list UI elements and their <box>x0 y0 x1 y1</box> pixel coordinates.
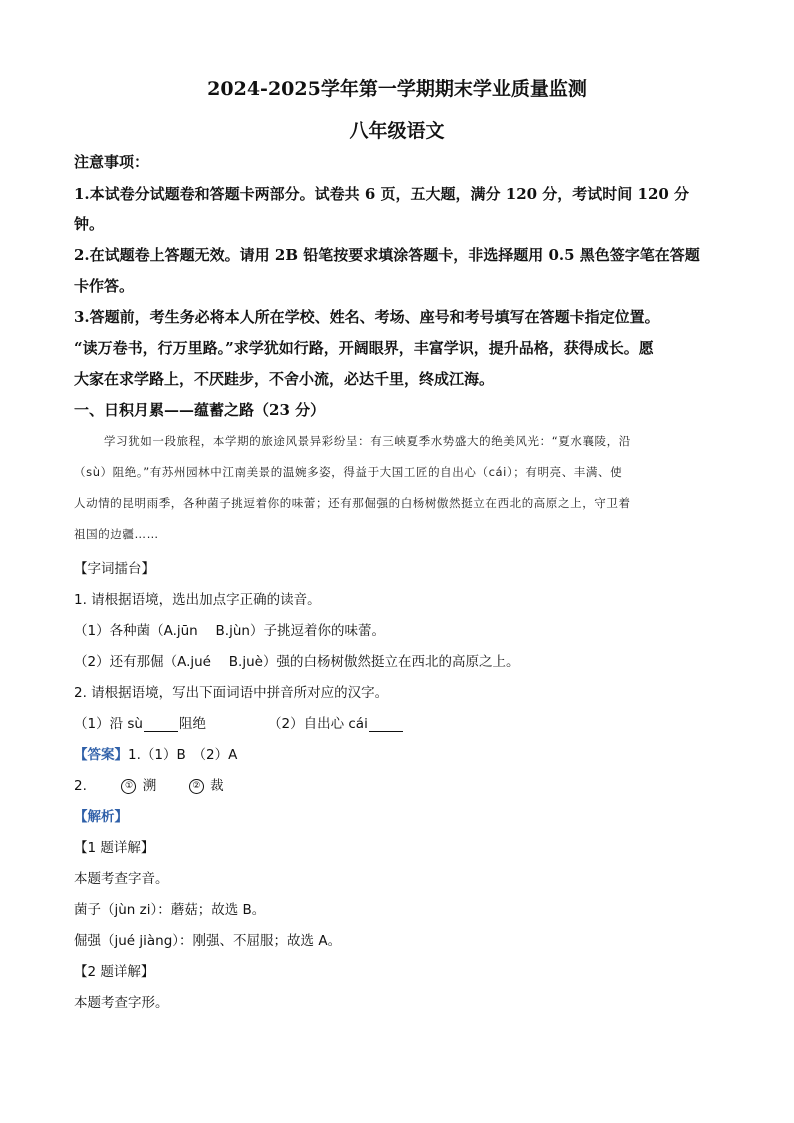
passage-line-4: 祖国的边疆…… <box>74 527 159 541</box>
notice-item-1: 1.本试卷分试题卷和答题卡两部分。试卷共 6 页，五大题，满分 120 分，考试时间 120 分 <box>74 185 690 203</box>
quiz-tag: 【字词擂台】 <box>74 561 155 577</box>
question-2-2-prefix: （2）自出心 cái <box>268 716 368 732</box>
question-2-1 <box>74 712 206 732</box>
circled-number-2: ② <box>189 779 204 794</box>
question-1-1: （1）各种菌（A.jūn B.jùn）子挑逗着你的味蕾。 <box>74 623 385 639</box>
question-2-1-suffix: 阻绝 <box>178 716 206 732</box>
analysis-2-text: 本题考查字形。 <box>74 995 169 1011</box>
answer-line-1 <box>74 743 237 763</box>
notice-heading: 注意事项： <box>74 153 150 171</box>
section-heading: 一、日积月累——蕴蓄之路（23 分） <box>74 401 326 419</box>
question-1: 1. 请根据语境，选出加点字正确的读音。 <box>74 592 321 608</box>
notice-item-1-cont: 钟。 <box>74 215 105 233</box>
analysis-1-text: 本题考查字音。 <box>74 871 169 887</box>
analysis-label: 【解析】 <box>74 809 128 825</box>
circled-number-1: ① <box>121 779 136 794</box>
notice-item-2: 2.在试题卷上答题无效。请用 2B 铅笔按要求填涂答题卡，非选择题用 0.5 黑色签字笔在答题 <box>74 246 700 264</box>
answer-label: 【答案】 <box>74 747 128 763</box>
notice-item-2-cont: 卡作答。 <box>74 277 135 295</box>
answer-text-1: 1.（1）B （2）A <box>128 747 238 763</box>
answer-line-2 <box>74 774 224 794</box>
exam-subtitle: 八年级语文 <box>349 120 445 142</box>
analysis-1-a: 菌子（jùn zi）：蘑菇；故选 B。 <box>74 902 266 918</box>
motto-line-2: 大家在求学路上，不厌跬步，不舍小流，必达千里，终成江海。 <box>74 370 495 388</box>
passage-line-3: 人动情的昆明雨季，各种菌子挑逗着你的味蕾；还有那倔强的白杨树傲然挺立在西北的高原之上，守卫着 <box>74 496 631 510</box>
question-2-1-prefix: （1）沿 sù <box>74 716 143 732</box>
answer-char-2: 裁 <box>210 778 224 794</box>
motto-line-1: “读万卷书，行万里路。”求学犹如行路，开阔眼界，丰富学识，提升品格，获得成长。愿 <box>74 339 654 357</box>
question-2-2 <box>268 712 404 732</box>
analysis-sub-1: 【1 题详解】 <box>74 840 155 856</box>
question-2: 2. 请根据语境，写出下面词语中拼音所对应的汉字。 <box>74 685 389 701</box>
answer-char-1: 溯 <box>142 778 157 794</box>
notice-item-3: 3.答题前，考生务必将本人所在学校、姓名、考场、座号和考号填写在答题卡指定位置。 <box>74 308 660 326</box>
passage-line-1: 学习犹如一段旅程，本学期的旅途风景异彩纷呈：有三峡夏季水势盛大的绝美风光：“夏水襄陵，沿 <box>104 434 631 448</box>
answer-blank-1[interactable] <box>144 717 178 732</box>
exam-title: 2024-2025学年第一学期期末学业质量监测 <box>207 78 587 100</box>
analysis-1-b: 倔强（jué jiàng）：刚强、不屈服；故选 A。 <box>74 933 342 949</box>
analysis-sub-2: 【2 题详解】 <box>74 964 155 980</box>
passage-line-2: （sù）阻绝。”有苏州园林中江南美景的温婉多姿，得益于大国工匠的自出心（cái）；有明亮、丰满、使 <box>74 465 623 479</box>
answer-blank-2[interactable] <box>369 717 403 732</box>
question-1-2: （2）还有那倔（A.jué B.juè）强的白杨树傲然挺立在西北的高原之上。 <box>74 654 520 670</box>
answer-number-2: 2. <box>74 778 87 794</box>
